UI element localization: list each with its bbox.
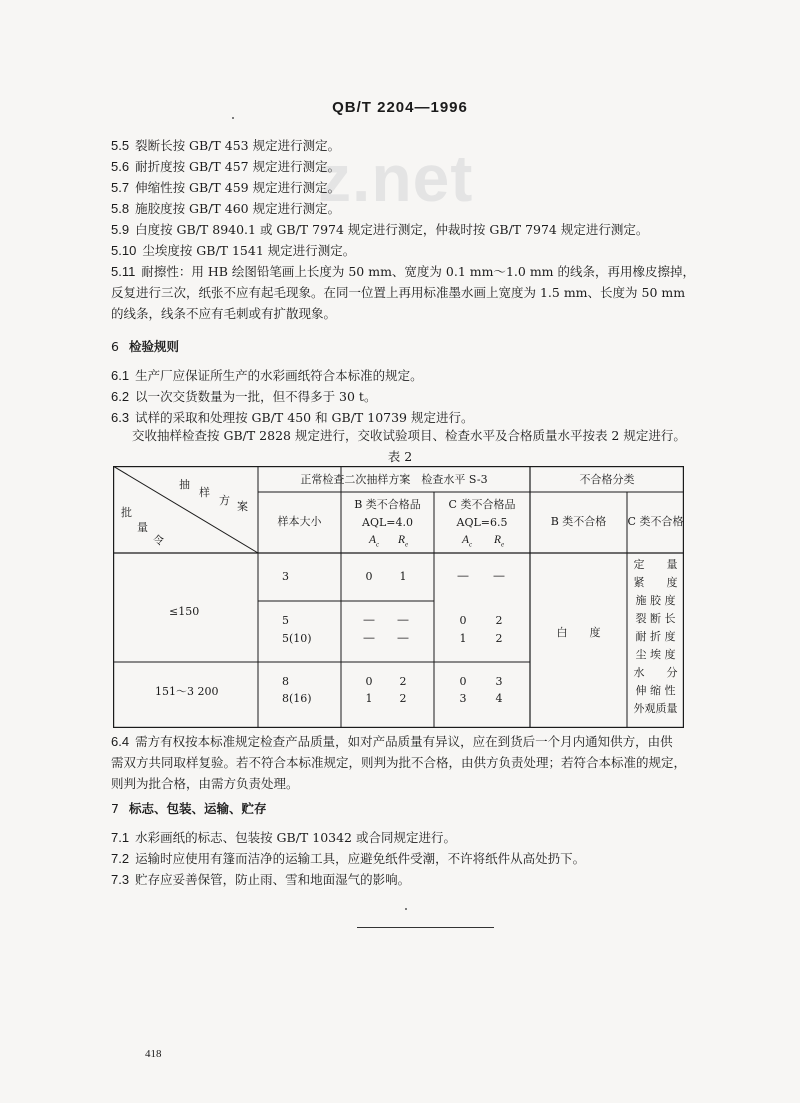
clause-6-1: 6.1 生产厂应保证所生产的水彩画纸符合本标准的规定。 bbox=[111, 368, 423, 383]
c-class-item: 外观质量 bbox=[633, 702, 678, 715]
scan-speck bbox=[232, 117, 234, 119]
row4-b-ac: 0 bbox=[365, 675, 373, 688]
c-class-item: 耐 折 度 bbox=[635, 630, 676, 643]
watermark: z.net bbox=[318, 141, 474, 215]
row1-b-ac: 0 bbox=[365, 570, 373, 583]
c-class-item: 伸 缩 性 bbox=[635, 684, 676, 697]
diag-label: 样 bbox=[199, 486, 210, 499]
diag-label: 方 bbox=[219, 494, 230, 507]
row2-b-re: — bbox=[397, 614, 409, 626]
clause-5-6: 5.6 耐折度按 GB/T 457 规定进行测定。 bbox=[111, 159, 341, 174]
row1-c-ac: — bbox=[457, 570, 469, 582]
clause-6-3: 6.3 试样的采取和处理按 GB/T 450 和 GB/T 10739 规定进行。 bbox=[111, 410, 474, 425]
row1-b-re: 1 bbox=[399, 570, 407, 583]
row5-c-re: 4 bbox=[495, 692, 503, 705]
scan-speck bbox=[405, 908, 407, 910]
header-nonconformity: 不合格分类 bbox=[579, 473, 635, 486]
header-normal-inspection: 正常检查二次抽样方案 检查水平 S-3 bbox=[300, 473, 488, 486]
diag-label: 案 bbox=[237, 500, 248, 513]
row5-b-ac: 1 bbox=[365, 692, 373, 705]
c-class-item: 水 分 bbox=[633, 666, 678, 679]
clause-5-5: 5.5 裂断长按 GB/T 453 规定进行测定。 bbox=[111, 138, 341, 153]
c-class-item: 定 量 bbox=[633, 558, 678, 571]
row5-b-re: 2 bbox=[399, 692, 407, 705]
clause-7-3: 7.3 贮存应妥善保管，防止雨、雪和地面湿气的影响。 bbox=[111, 872, 411, 887]
clause-5-10: 5.10 尘埃度按 GB/T 1541 规定进行测定。 bbox=[111, 243, 356, 258]
c-class-item: 尘 埃 度 bbox=[635, 648, 676, 661]
sampling-table bbox=[113, 466, 684, 728]
row3-n: 5(10) bbox=[282, 632, 312, 645]
row3-c-ac: 1 bbox=[459, 632, 467, 645]
table-caption: 表 2 bbox=[387, 449, 413, 464]
row2-c-re: 2 bbox=[495, 614, 503, 627]
header-c-aql: AQL=6.5 bbox=[456, 516, 508, 529]
diag-label: 量 bbox=[137, 521, 148, 534]
clause-6-4-cont2: 则判为批合格，由需方负责处理。 bbox=[111, 776, 299, 791]
clause-6-4-cont1: 需双方共同取样复验。若不符合本标准规定，则判为批不合格，由供方负责处理；若符合本标准的规定， bbox=[111, 755, 687, 770]
header-b-class: B 类不合格 bbox=[550, 515, 607, 528]
c-class-item: 施 胶 度 bbox=[635, 594, 676, 607]
clause-5-8: 5.8 施胶度按 GB/T 460 规定进行测定。 bbox=[111, 201, 341, 216]
clause-5-7: 5.7 伸缩性按 GB/T 459 规定进行测定。 bbox=[111, 180, 341, 195]
row4-c-re: 3 bbox=[495, 675, 503, 688]
header-ac-c: $A_c$ bbox=[462, 534, 473, 549]
b-class-item: 白 度 bbox=[556, 626, 601, 639]
header-re-b: $R_e$ bbox=[398, 534, 409, 549]
row2-c-ac: 0 bbox=[459, 614, 467, 627]
page-number: 418 bbox=[145, 1048, 162, 1060]
row4-c-ac: 0 bbox=[459, 675, 467, 688]
clause-5-11-cont2: 的线条，线条不应有毛刺或有扩散现象。 bbox=[111, 306, 337, 321]
row2-b-ac: — bbox=[363, 614, 375, 626]
c-class-item: 紧 度 bbox=[633, 576, 678, 589]
header-c-class: C 类不合格 bbox=[627, 515, 684, 528]
clause-5-11-cont1: 反复进行三次，纸张不应有起毛现象。在同一位置上再用标准墨水画上宽度为 1.5 mm、长度为 50 mm bbox=[111, 285, 686, 300]
section-7-heading: 7 标志、包装、运输、贮存 bbox=[111, 801, 267, 816]
header-re-c: $R_e$ bbox=[494, 534, 505, 549]
header-sample-size: 样本大小 bbox=[277, 515, 322, 528]
clause-6-2: 6.2 以一次交货数量为一批，但不得多于 30 t。 bbox=[111, 389, 377, 404]
diag-label: 令 bbox=[153, 534, 164, 547]
row4-b-re: 2 bbox=[399, 675, 407, 688]
end-rule bbox=[357, 927, 494, 928]
section-6-heading: 6 检验规则 bbox=[111, 339, 179, 354]
diag-label: 批 bbox=[121, 506, 132, 519]
clause-6-3-cont: 交收抽样检查按 GB/T 2828 规定进行，交收试验项目、检查水平及合格质量水平按表 2 规定进行。 bbox=[132, 428, 686, 443]
clause-6-4: 6.4 需方有权按本标准规定检查产品质量，如对产品质量有异议，应在到货后一个月内通知供方，由供 bbox=[111, 734, 673, 749]
c-class-item: 裂 断 长 bbox=[635, 612, 676, 625]
header-b-class-item: B 类不合格品 bbox=[354, 498, 421, 511]
diag-label: 抽 bbox=[179, 478, 190, 491]
row5-n: 8(16) bbox=[282, 692, 312, 705]
page-header: QB/T 2204—1996 bbox=[332, 99, 468, 116]
row3-c-re: 2 bbox=[495, 632, 503, 645]
header-ac-b: $A_c$ bbox=[369, 534, 380, 549]
row5-c-ac: 3 bbox=[459, 692, 467, 705]
row3-b-ac: — bbox=[363, 632, 375, 644]
row1-c-re: — bbox=[493, 570, 505, 582]
row1-n: 3 bbox=[282, 570, 289, 583]
clause-7-2: 7.2 运输时应使用有篷而洁净的运输工具，应避免纸件受潮，不许将纸件从高处扔下。 bbox=[111, 851, 586, 866]
lot-size-1: ≤150 bbox=[169, 605, 200, 618]
row4-n: 8 bbox=[282, 675, 289, 688]
clause-5-9: 5.9 白度按 GB/T 8940.1 或 GB/T 7974 规定进行测定，仲裁时按 GB/T 7974 规定进行测定。 bbox=[111, 222, 649, 237]
row3-b-re: — bbox=[397, 632, 409, 644]
row2-n: 5 bbox=[282, 614, 289, 627]
header-b-aql: AQL=4.0 bbox=[362, 516, 413, 529]
clause-5-11: 5.11 耐擦性：用 HB 绘图铅笔画上长度为 50 mm、宽度为 0.1 mm～1.0 mm 的线条，再用橡皮擦掉， bbox=[111, 264, 696, 279]
header-c-class-item: C 类不合格品 bbox=[448, 498, 516, 511]
lot-size-2: 151～3 200 bbox=[155, 685, 219, 698]
clause-7-1: 7.1 水彩画纸的标志、包装按 GB/T 10342 或合同规定进行。 bbox=[111, 830, 456, 845]
